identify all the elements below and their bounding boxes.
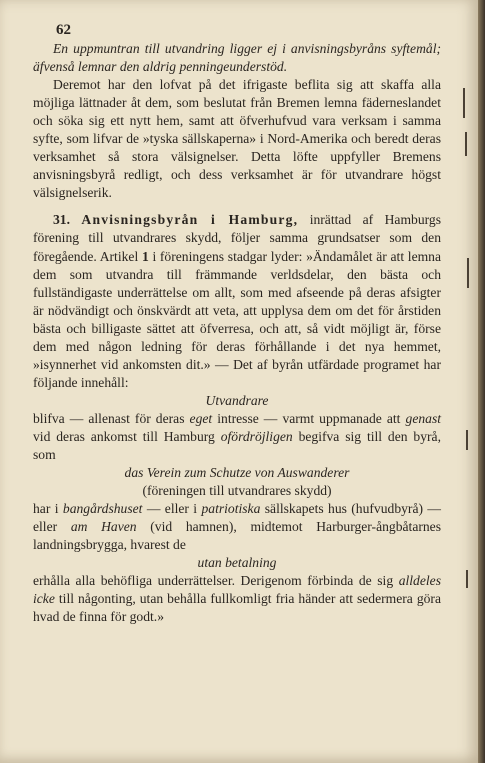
intro-paragraph: En uppmuntran till utvandring ligger ej i anvisningsbyråns syftemål; äfvenså lemnar den aldrig penningeunderstöd. — [33, 41, 441, 75]
margin-mark — [463, 88, 465, 118]
program-text-3 — [33, 572, 441, 626]
section-text-a: inrättad af Hamburgs förening till utvandrares skydd, följer samma grundsatser som den föregående. Artikel — [33, 212, 441, 264]
program-text-1b: intresse — varmt uppmanade att — [217, 410, 401, 426]
program-text-1 — [33, 410, 441, 464]
organisation-swedish-name: (föreningen till utvandrares skydd) — [142, 483, 332, 499]
emphasis-am-haven: am Haven — [70, 519, 137, 535]
program-text-3b: till någonting, utan behålla fullkomligt fria händer att sedermera göra hvad de finna för godt.» — [33, 591, 441, 625]
section-number: 31. — [53, 212, 70, 228]
emphasis-bangardshuset: bangårdshuset — [62, 501, 143, 517]
organisation-german-name: das Verein zum Schutze von Auswanderer — [124, 465, 350, 481]
program-text-1a: blifva — allenast för deras — [33, 410, 185, 426]
section-heading: Anvisningsbyrån i Hamburg, — [81, 212, 299, 228]
margin-mark — [465, 132, 467, 156]
program-text-2d: (vid hamnen), midtemot Harburger-ångbåtarnes landningsbrygga, hvarest de — [33, 519, 441, 553]
article-number: 1 — [141, 248, 149, 264]
program-text-1d: begifva sig till den byrå, som — [33, 428, 441, 463]
emphasis-patriotiska: patriotiska — [201, 501, 261, 517]
page-number: 62 — [56, 22, 71, 38]
margin-mark — [466, 430, 468, 450]
emphasis-eget: eget — [189, 410, 213, 426]
program-text-2c: sällskapets hus (hufvudbyrå) — eller — [33, 501, 441, 535]
emphasis-oforddrojligen: ofördröjligen — [220, 428, 293, 444]
paragraph-hamburg — [33, 211, 441, 391]
margin-mark — [467, 258, 469, 288]
program-text-2b: — eller i — [146, 501, 198, 517]
margin-mark — [466, 570, 468, 588]
program-text-2 — [33, 500, 441, 554]
program-text-3a: erhålla alla behöfliga underrättelser. Derigenom förbinda de sig — [33, 573, 394, 589]
emphasis-alldeles-icke: alldeles icke — [33, 573, 441, 607]
program-text-1c: vid deras ankomst till Hamburg — [33, 428, 215, 444]
page-text — [33, 40, 441, 627]
program-text-2a: har i — [33, 501, 59, 517]
emphasis-genast: genast — [405, 410, 442, 426]
section-text-b: i föreningens stadgar lyder: »Ändamålet är att lemna dem som utvandra till främmande verldsdelar, den bästa och fullständigaste underrättelse om allt, som med afseende på deras afsigter är nödvändigt och önskvärdt att veta, att upplysa dem om det för årstiden bästa och billigaste sättet att öfverresa, och att, så vidt möjligt är, förse dem med någon ledning för deras förhållande i det nya hemmet, »isynnerhet vid ankomsten dit.» — Det af byrån utfärdade programet har följande innehåll: — [33, 248, 442, 390]
program-heading: Utvandrare — [205, 392, 269, 408]
free-of-charge: utan betalning — [197, 555, 277, 571]
paragraph-bremen: Deremot har den lofvat på det ifrigaste beflita sig att skaffa alla möjliga lättnader åt dem, som beslutat från Bremen lemna fäderneslandet och söka sig ett nytt hem, samt att öfverhufvud vara verksam i samma syfte, som lifvar de »tyska sällskaperna» i Nord-Amerika och beredt deras verksamhet så stora välsignelser. Detta löfte uppfyller Bremens anvisningsbyrå redligt, och dess verksamhet är för utvandrare högst välsignelserik. — [33, 77, 441, 201]
page-edge — [478, 0, 485, 763]
